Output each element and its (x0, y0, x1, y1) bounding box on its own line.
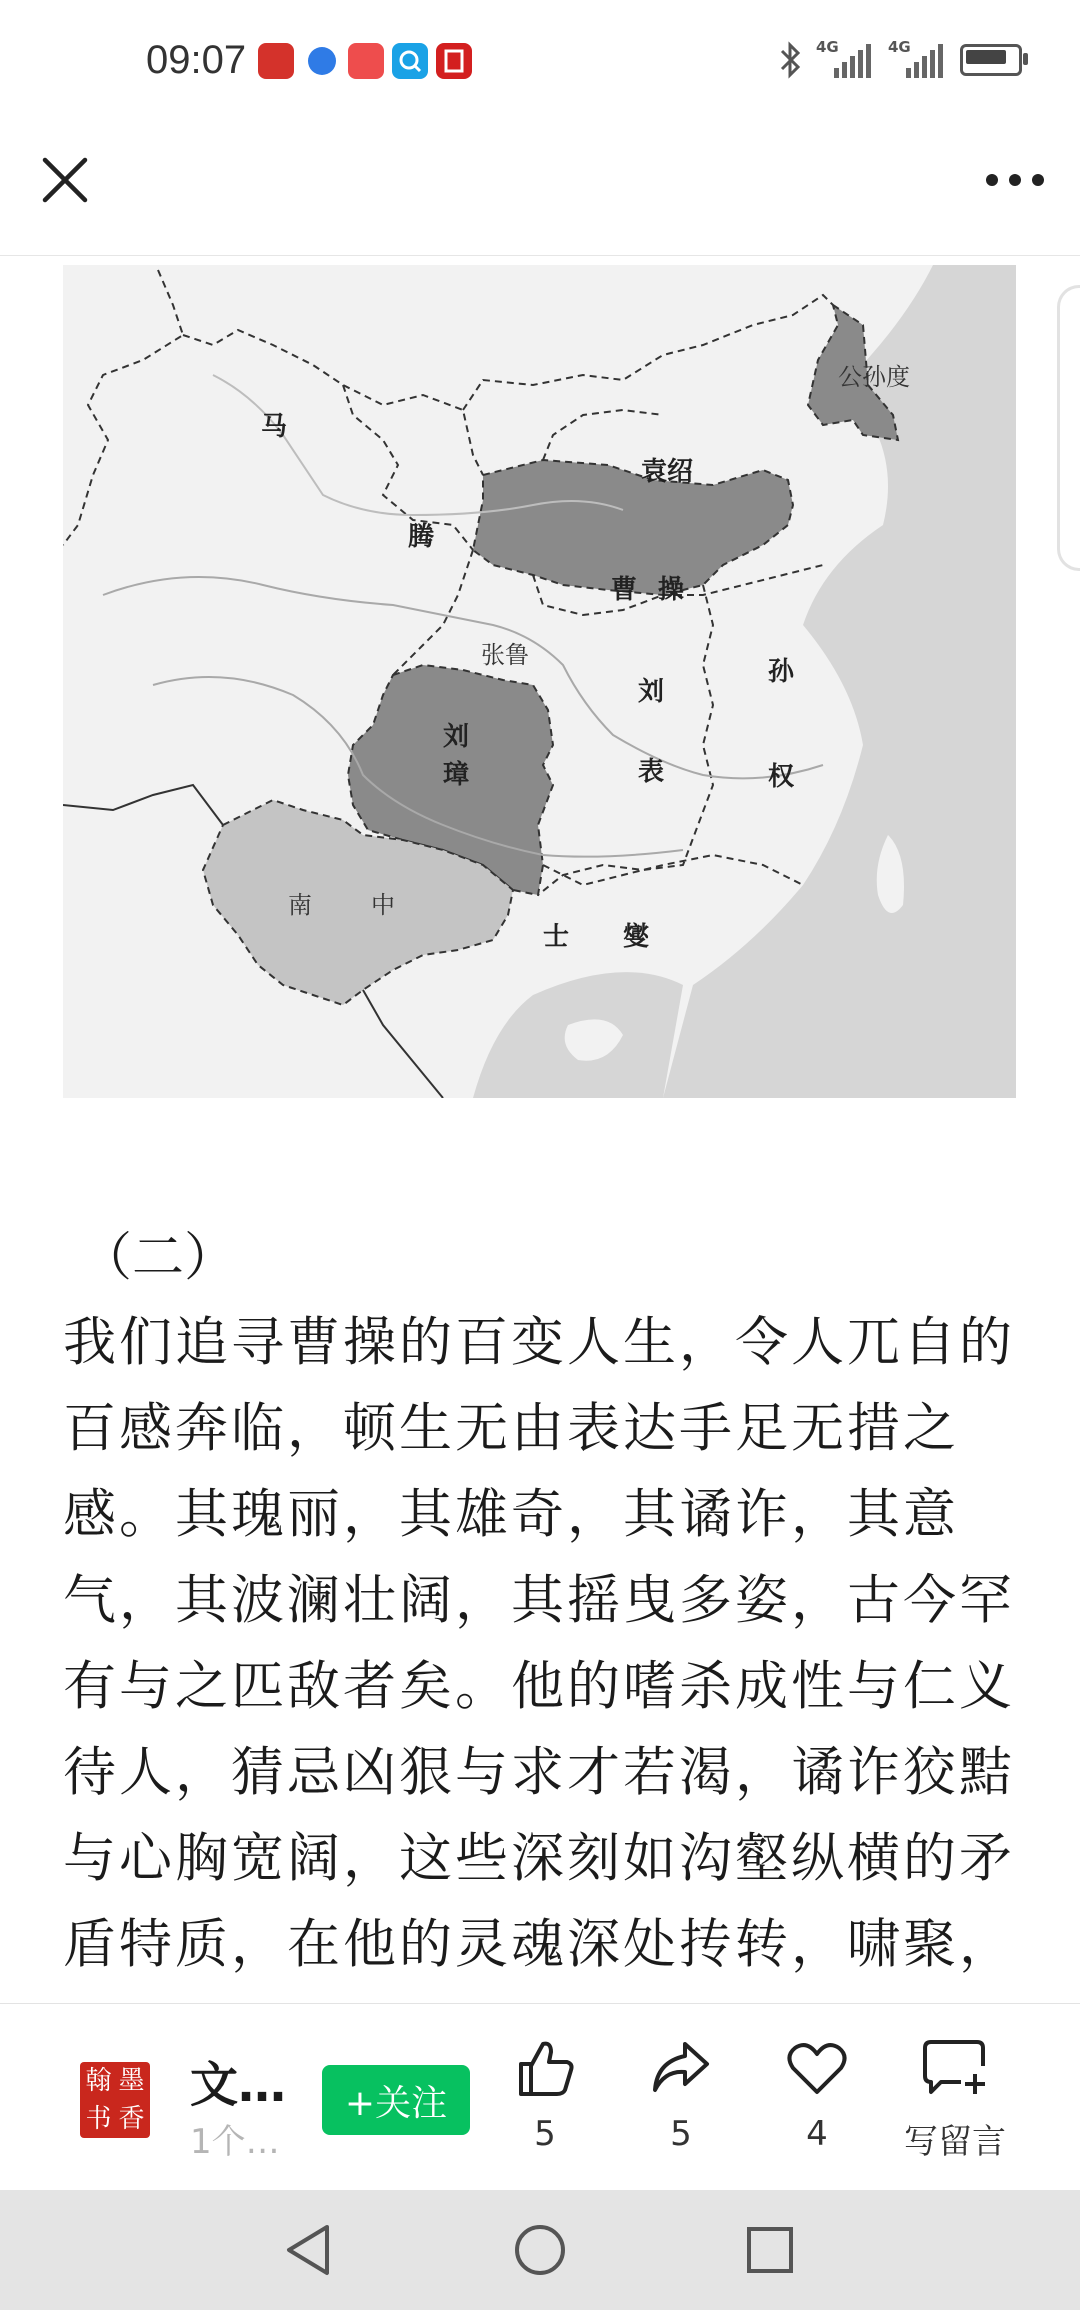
map-label-liuzhang-1: 刘 (443, 722, 470, 752)
nav-home-button[interactable] (508, 2218, 572, 2282)
map-label-liu-biao-2: 表 (638, 757, 665, 787)
system-nav-bar (0, 2190, 1080, 2310)
status-time: 09:07 (146, 38, 247, 82)
thumbs-up-icon (513, 2036, 577, 2100)
map-label-quan: 权 (768, 762, 795, 792)
article-subheading: （二） (80, 1228, 237, 1288)
nav-back-button[interactable] (276, 2218, 340, 2282)
app-notification-icon (258, 43, 294, 79)
favorite-button[interactable] (762, 2036, 872, 2154)
signal-icon: 4G (816, 40, 874, 80)
comment-add-icon (921, 2036, 989, 2100)
like-count: 5 (534, 2114, 556, 2154)
write-comment-button[interactable] (895, 2036, 1015, 2163)
map-label-shi: 士 (543, 922, 570, 952)
bottom-action-bar (0, 2003, 1080, 2189)
back-triangle-icon (283, 2223, 333, 2277)
heart-icon (785, 2036, 849, 2100)
map-label-teng: 腾 (408, 522, 435, 552)
map-label-ma: 马 (261, 412, 288, 442)
avatar-char: 墨 (118, 2066, 145, 2096)
signal-icon: 4G (888, 40, 946, 80)
map-label-nan: 南 (288, 891, 312, 919)
article-body-container (0, 1290, 1080, 2002)
map-label-zhanglu: 张鲁 (481, 641, 529, 669)
share-icon (649, 2036, 713, 2100)
avatar-char: 翰 (85, 2066, 112, 2096)
close-icon (40, 155, 90, 205)
more-icon (985, 173, 1045, 187)
share-count: 5 (670, 2114, 692, 2154)
favorite-count: 4 (806, 2114, 828, 2154)
map-label-liuzhang-2: 璋 (443, 760, 470, 790)
share-button[interactable] (626, 2036, 736, 2154)
map-label-zhong: 中 (371, 891, 395, 919)
account-name[interactable]: 文… (190, 2057, 287, 2113)
avatar-char: 香 (118, 2104, 145, 2134)
status-bar (0, 0, 1080, 120)
account-subtitle: 1个… (190, 2122, 280, 2162)
home-circle-icon (513, 2223, 567, 2277)
account-avatar[interactable] (80, 2062, 150, 2138)
side-scroll-handle[interactable] (1057, 285, 1080, 571)
avatar-char: 书 (85, 2104, 112, 2134)
article-body: 我们追寻曹操的百变人生，令人兀自的百感奔临，顿生无由表达手足无措之感。其瑰丽，其雄奇，其谲诈，其意气，其波澜壮阔，其摇曳多姿，古今罕有与之匹敌者矣。他的嗜杀成性与仁义待人，猜忌凶狠与求才若渴，谲诈狡黠与心胸宽阔，这些深刻如沟壑纵横的矛盾特质，在他的灵魂深处抟转，啸聚， (63, 1312, 1015, 1975)
map-label-cao2: 操 (658, 575, 685, 605)
top-nav (0, 120, 1080, 256)
map-label-sun: 孙 (768, 657, 795, 687)
bluetooth-icon (778, 41, 802, 79)
map-label-cao: 曹 (611, 575, 638, 605)
battery-icon (960, 44, 1022, 76)
map-label-yuanshao: 袁绍 (641, 457, 694, 487)
three-kingdoms-map (63, 265, 1016, 1098)
app-notification-icon (392, 43, 428, 79)
more-options-button[interactable] (980, 145, 1050, 215)
map-label-gongsundu: 公孙度 (838, 363, 910, 391)
recents-square-icon (745, 2225, 795, 2275)
close-button[interactable] (30, 145, 100, 215)
map-label-liu-biao-1: 刘 (638, 677, 665, 707)
article-map-image[interactable] (63, 265, 1016, 1098)
map-label-xie: 燮 (623, 922, 650, 952)
write-comment-label: 写留言 (904, 2122, 1006, 2162)
app-notification-icon (348, 43, 384, 79)
follow-button[interactable]: +关注 (322, 2065, 470, 2135)
app-notification-icon (436, 43, 472, 79)
app-notification-icon (304, 43, 340, 79)
nav-recents-button[interactable] (738, 2218, 802, 2282)
status-icons (778, 40, 1022, 80)
like-button[interactable] (490, 2036, 600, 2154)
